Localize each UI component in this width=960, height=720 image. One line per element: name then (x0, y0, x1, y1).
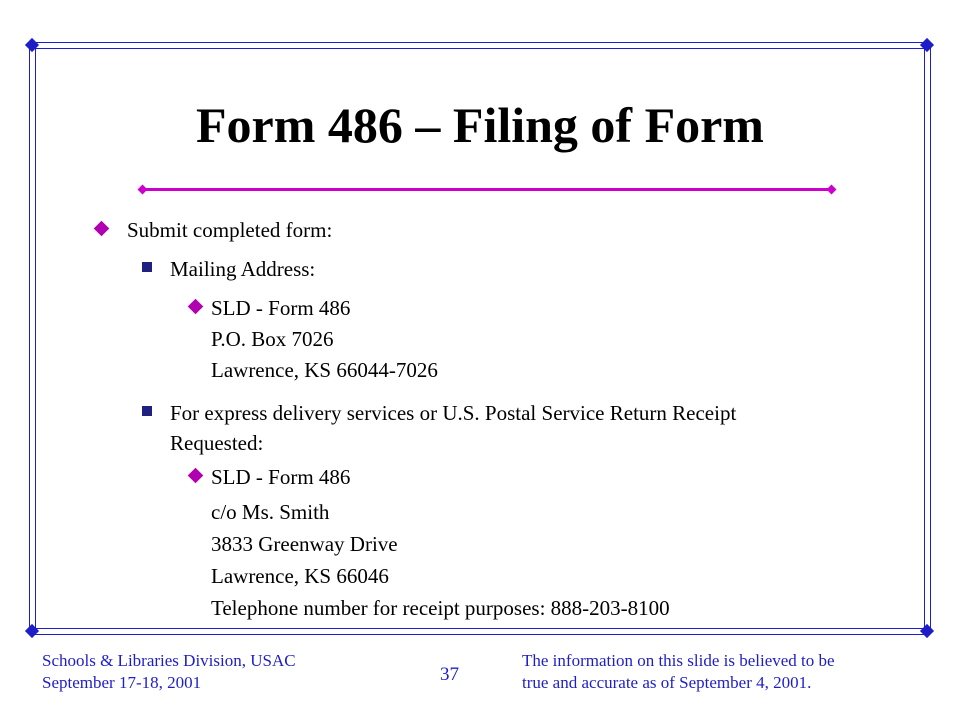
express-address-line-5: Telephone number for receipt purposes: 888-203-8100 (211, 596, 670, 620)
bullet-express-line-2: Requested: (170, 431, 264, 455)
page-number: 37 (440, 664, 459, 685)
bullet-square-icon (142, 262, 152, 272)
footer-right-line-2: true and accurate as of September 4, 2001. (522, 673, 812, 692)
mail-address-line-3: Lawrence, KS 66044-7026 (211, 358, 438, 382)
express-address-line-4: Lawrence, KS 66046 (211, 564, 389, 588)
footer-left-line-2: September 17-18, 2001 (42, 673, 202, 692)
mail-address-line-1: SLD - Form 486 (211, 296, 351, 320)
bullet-submit: Submit completed form: (127, 218, 333, 242)
bullet-diamond-icon (188, 468, 204, 484)
bullet-diamond-icon (94, 221, 110, 237)
express-address-line-3: 3833 Greenway Drive (211, 532, 398, 556)
bullet-square-icon (142, 406, 152, 416)
footer-left-line-1: Schools & Libraries Division, USAC (42, 651, 296, 670)
slide-title: Form 486 – Filing of Form (196, 97, 764, 153)
express-address-line-2: c/o Ms. Smith (211, 500, 330, 524)
bullet-express-line-1: For express delivery services or U.S. Postal Service Return Receipt (170, 401, 737, 425)
bullet-mailing: Mailing Address: (170, 257, 316, 281)
mail-address-line-2: P.O. Box 7026 (211, 327, 334, 351)
footer-left (42, 650, 296, 694)
express-address-line-1: SLD - Form 486 (211, 465, 351, 489)
bullet-diamond-icon (188, 299, 204, 315)
footer-right-line-1: The information on this slide is believed to be (522, 651, 835, 670)
footer-right (522, 650, 835, 694)
